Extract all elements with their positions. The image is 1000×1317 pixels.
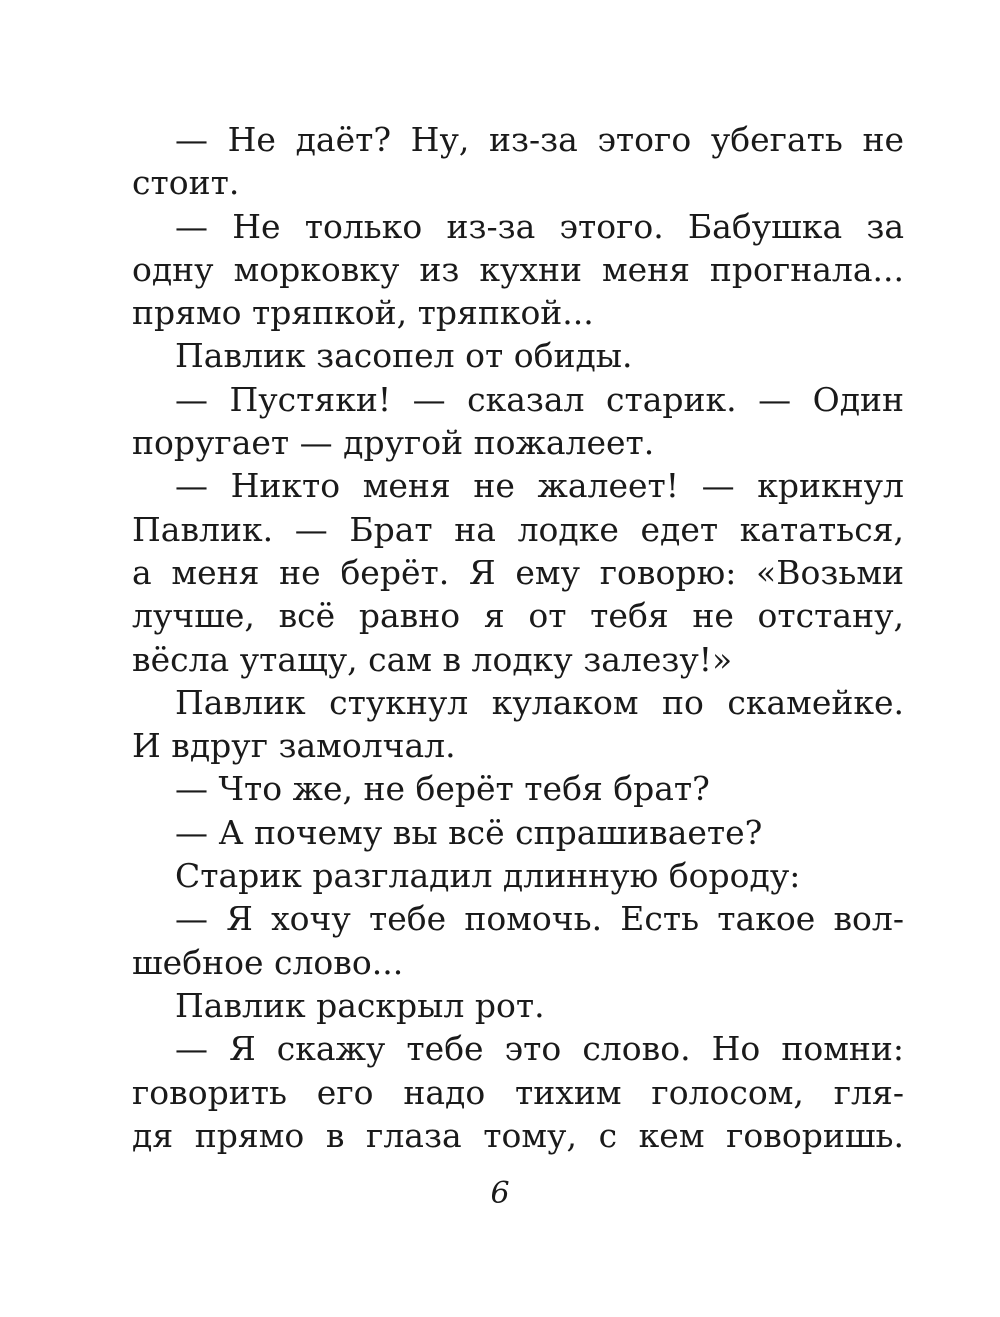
text-line: — Не даёт? Ну, из-за этого убегать не (175, 120, 904, 159)
text-line: — Я скажу тебе это слово. Но помни: (175, 1029, 904, 1069)
text-line: дя прямо в глаза тому, с кем говоришь. (132, 1115, 904, 1155)
text-line: — Не только из-за этого. Бабушка за (175, 206, 904, 246)
text-line: Павлик. — Брат на лодке едет кататься, (132, 509, 904, 549)
text-line: одну морковку из кухни меня прогнала... (132, 249, 904, 289)
text-line: шебное слово... (132, 942, 404, 982)
text-line: стоит. (132, 163, 240, 203)
text-line: И вдруг замолчал. (132, 726, 456, 766)
text-line: лучше, всё равно я от тебя не отстану, (132, 596, 904, 636)
text-line: — Я хочу тебе помочь. Есть такое вол- (175, 899, 904, 939)
text-line: вёсла утащу, сам в лодку залезу!» (132, 639, 733, 679)
text-line: прямо тряпкой, тряпкой... (132, 293, 594, 333)
text-line: поругает — другой пожалеет. (132, 423, 655, 463)
text-line: Старик разгладил длинную бороду: (175, 856, 801, 896)
page-number: 6 (490, 1176, 510, 1211)
text-line: Павлик раскрыл рот. (175, 985, 545, 1025)
text-line: — Что же, не берёт тебя брат? (175, 769, 710, 809)
text-line: говорить его надо тихим голосом, гля- (132, 1072, 904, 1112)
text-line: а меня не берёт. Я ему говорю: «Возьми (132, 552, 904, 592)
text-line: — Никто меня не жалеет! — крикнул (175, 466, 904, 506)
text-line: Павлик стукнул кулаком по скамейке. (175, 682, 904, 722)
text-line: — А почему вы всё спрашиваете? (175, 812, 763, 852)
text-line: — Пустяки! — сказал старик. — Один (175, 379, 904, 419)
page-body (132, 118, 904, 1157)
text-line: Павлик засопел от обиды. (175, 336, 633, 376)
